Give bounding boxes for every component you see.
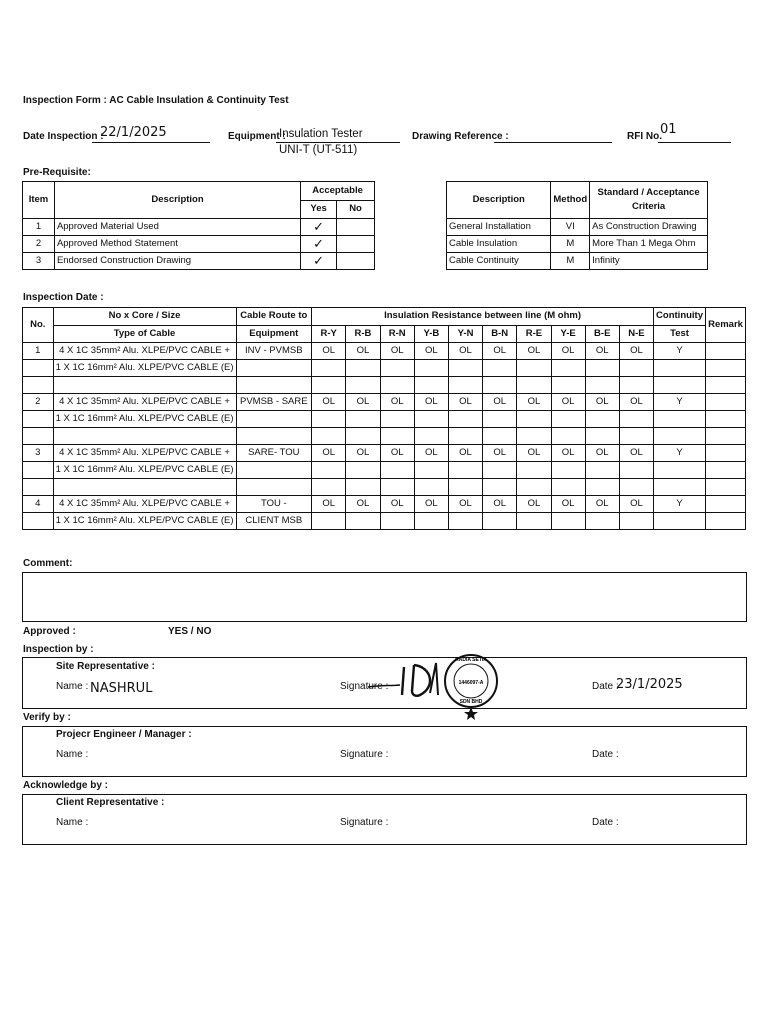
blank-cell [312, 479, 346, 496]
ir-value[interactable]: OL [414, 343, 448, 360]
ir-value[interactable]: OL [380, 445, 414, 462]
ir-empty[interactable] [346, 513, 380, 530]
ir-value[interactable]: OL [346, 343, 380, 360]
date-inspection-value: 22/1/2025 [100, 125, 167, 140]
continuity-empty[interactable] [654, 513, 706, 530]
table-row [447, 219, 708, 236]
inspection-by-label: Inspection by : [23, 644, 94, 655]
ir-value[interactable]: OL [346, 496, 380, 513]
col-no: No. [23, 308, 54, 343]
blank-cell [414, 479, 448, 496]
blank-cell [551, 428, 585, 445]
ir-value[interactable]: OL [483, 445, 517, 462]
client-title: Client Representative : [56, 797, 165, 808]
date-inspection-field[interactable] [92, 125, 210, 143]
ir-empty[interactable] [585, 462, 619, 479]
svg-text:1446097-A: 1446097-A [458, 680, 484, 686]
criteria-method: M [551, 253, 590, 270]
ir-empty[interactable] [414, 462, 448, 479]
no-check[interactable] [337, 219, 375, 236]
ir-empty[interactable] [585, 513, 619, 530]
ir-empty[interactable] [551, 411, 585, 428]
col-ir-r-b: R-B [346, 325, 380, 343]
col-route-line1: Cable Route to [236, 308, 312, 326]
no-check[interactable] [337, 253, 375, 270]
col-ir-r-n: R-N [380, 325, 414, 343]
approved-value[interactable]: YES / NO [168, 626, 212, 637]
equipment-label: Equipment : [228, 131, 286, 142]
ir-empty[interactable] [483, 462, 517, 479]
table-row [23, 445, 746, 462]
site-rep-signature-label: Signature : [340, 681, 389, 692]
ir-value[interactable]: OL [585, 445, 619, 462]
inspection-table [22, 307, 746, 530]
criteria-description: Cable Insulation [447, 236, 551, 253]
form-title: Inspection Form : AC Cable Insulation & Continuity Test [23, 95, 289, 106]
ir-value[interactable]: OL [414, 496, 448, 513]
blank-cell [380, 377, 414, 394]
ir-value[interactable]: OL [312, 394, 346, 411]
ir-empty[interactable] [448, 360, 482, 377]
blank-cell [23, 428, 54, 445]
company-stamp [443, 641, 499, 723]
ir-value[interactable]: OL [346, 394, 380, 411]
criteria-method: VI [551, 219, 590, 236]
ir-empty[interactable] [517, 360, 551, 377]
ir-empty[interactable] [380, 411, 414, 428]
ir-empty[interactable] [619, 360, 653, 377]
ir-value[interactable]: OL [585, 496, 619, 513]
ir-empty[interactable] [619, 462, 653, 479]
ir-empty[interactable] [517, 462, 551, 479]
drawing-reference-field[interactable] [494, 128, 612, 143]
row-number-empty [23, 411, 54, 428]
col-ir-n-e: N-E [619, 325, 653, 343]
ir-empty[interactable] [448, 462, 482, 479]
ir-empty[interactable] [380, 513, 414, 530]
no-check[interactable] [337, 236, 375, 253]
cable-type-line2: 1 X 1C 16mm² Alu. XLPE/PVC CABLE (E) [53, 513, 236, 530]
cable-route-line2: CLIENT MSB [236, 513, 312, 530]
ir-value[interactable]: OL [414, 445, 448, 462]
cable-route-line1: PVMSB - SARE [236, 394, 312, 411]
client-name-label: Name : [56, 817, 89, 828]
col-no: No [337, 200, 375, 219]
ir-empty[interactable] [414, 360, 448, 377]
blank-cell [706, 377, 746, 394]
ir-empty[interactable] [448, 411, 482, 428]
item-number: 1 [23, 219, 55, 236]
ir-value[interactable]: OL [517, 394, 551, 411]
row-number-empty [23, 360, 54, 377]
table-row [23, 219, 375, 236]
equipment-value-1: Insulation Tester [279, 128, 363, 140]
blank-cell [448, 479, 482, 496]
ir-value[interactable]: OL [483, 343, 517, 360]
svg-text:SDN BHD: SDN BHD [459, 699, 483, 705]
ir-empty[interactable] [483, 411, 517, 428]
ir-value[interactable]: OL [312, 343, 346, 360]
blank-cell [414, 428, 448, 445]
ir-empty[interactable] [380, 462, 414, 479]
col-remark: Remark [706, 308, 746, 343]
table-row-blank [23, 428, 746, 445]
engineer-name-label: Name : [56, 749, 89, 760]
ir-value[interactable]: OL [312, 496, 346, 513]
table-row [23, 496, 746, 513]
item-description: Endorsed Construction Drawing [54, 253, 300, 270]
blank-cell [585, 479, 619, 496]
table-row-blank [23, 377, 746, 394]
col-method: Method [551, 182, 590, 219]
col-ir-r-e: R-E [517, 325, 551, 343]
continuity-value[interactable]: Y [654, 445, 706, 462]
blank-cell [706, 428, 746, 445]
ir-value[interactable]: OL [380, 496, 414, 513]
cable-route-line2 [236, 360, 312, 377]
blank-cell [517, 479, 551, 496]
engineer-title: Projecr Engineer / Manager : [56, 729, 192, 740]
row-number: 2 [23, 394, 54, 411]
blank-cell [551, 479, 585, 496]
ir-value[interactable]: OL [448, 445, 482, 462]
item-number: 2 [23, 236, 55, 253]
ir-empty[interactable] [414, 513, 448, 530]
ir-value[interactable]: OL [517, 496, 551, 513]
criteria-standard: Infinity [590, 253, 708, 270]
site-rep-date-label: Date : [592, 681, 619, 692]
blank-cell [619, 377, 653, 394]
continuity-value[interactable]: Y [654, 394, 706, 411]
blank-cell [619, 428, 653, 445]
inspection-date-label: Inspection Date : [23, 292, 104, 303]
ir-empty[interactable] [517, 411, 551, 428]
blank-cell [517, 377, 551, 394]
criteria-standard: More Than 1 Mega Ohm [590, 236, 708, 253]
verify-by-label: Verify by : [23, 712, 71, 723]
ir-empty[interactable] [312, 513, 346, 530]
col-ir-y-e: Y-E [551, 325, 585, 343]
client-date-label: Date : [592, 817, 619, 828]
col-ir-r-y: R-Y [312, 325, 346, 343]
blank-cell [483, 479, 517, 496]
signature-drawing [360, 655, 450, 705]
criteria-method: M [551, 236, 590, 253]
continuity-empty[interactable] [654, 462, 706, 479]
rfi-value: 01 [660, 122, 677, 137]
blank-cell [312, 428, 346, 445]
col-yes: Yes [301, 200, 337, 219]
ir-empty[interactable] [619, 513, 653, 530]
table-row [23, 513, 746, 530]
site-rep-date-value[interactable]: 23/1/2025 [616, 677, 683, 692]
blank-cell [483, 377, 517, 394]
table-row [23, 236, 375, 253]
blank-cell [53, 479, 236, 496]
blank-cell [619, 479, 653, 496]
blank-cell [346, 377, 380, 394]
cable-type-line2: 1 X 1C 16mm² Alu. XLPE/PVC CABLE (E) [53, 411, 236, 428]
col-ir-b-e: B-E [585, 325, 619, 343]
ir-empty[interactable] [346, 411, 380, 428]
blank-cell [654, 479, 706, 496]
row-number: 1 [23, 343, 54, 360]
engineer-date-label: Date : [592, 749, 619, 760]
ir-empty[interactable] [517, 513, 551, 530]
col-description: Description [54, 182, 300, 219]
blank-cell [312, 377, 346, 394]
comment-box[interactable] [22, 572, 747, 622]
ir-value[interactable]: OL [380, 394, 414, 411]
remark-cell[interactable] [706, 462, 746, 479]
ir-empty[interactable] [312, 462, 346, 479]
item-number: 3 [23, 253, 55, 270]
blank-cell [414, 377, 448, 394]
table-row [447, 253, 708, 270]
col-continuity-line1: Continuity [654, 308, 706, 326]
cable-route-line1: SARE- TOU [236, 445, 312, 462]
blank-cell [346, 479, 380, 496]
blank-cell [706, 479, 746, 496]
client-box [22, 794, 747, 845]
blank-cell [380, 428, 414, 445]
ir-value[interactable]: OL [380, 343, 414, 360]
site-rep-title: Site Representative : [56, 661, 155, 672]
table-row-blank [23, 479, 746, 496]
ir-value[interactable]: OL [517, 445, 551, 462]
col-type-line2: Type of Cable [53, 325, 236, 343]
ir-empty[interactable] [346, 360, 380, 377]
blank-cell [448, 377, 482, 394]
col-insulation-resistance: Insulation Resistance between line (M ohm) [312, 308, 654, 326]
rfi-label: RFI No. [627, 131, 662, 142]
table-row [23, 343, 746, 360]
ir-empty[interactable] [414, 411, 448, 428]
col-standard-line2: Criteria [631, 201, 666, 212]
ir-empty[interactable] [551, 360, 585, 377]
col-ir-b-n: B-N [483, 325, 517, 343]
col-ir-y-b: Y-B [414, 325, 448, 343]
cable-type-line1: 4 X 1C 35mm² Alu. XLPE/PVC CABLE + [53, 445, 236, 462]
remark-cell[interactable] [706, 445, 746, 462]
ir-value[interactable]: OL [448, 496, 482, 513]
yes-check[interactable]: ✓ [301, 253, 337, 270]
table-row [23, 253, 375, 270]
remark-cell[interactable] [706, 496, 746, 513]
table-row [447, 236, 708, 253]
ir-value[interactable]: OL [619, 496, 653, 513]
cable-route-line1: INV - PVMSB [236, 343, 312, 360]
ir-empty[interactable] [448, 513, 482, 530]
ir-value[interactable]: OL [585, 343, 619, 360]
blank-cell [551, 377, 585, 394]
col-description: Description [447, 182, 551, 219]
date-inspection-label: Date Inspection : [23, 131, 104, 142]
blank-cell [236, 377, 312, 394]
engineer-signature-label: Signature : [340, 749, 389, 760]
row-number-empty [23, 462, 54, 479]
ir-empty[interactable] [312, 360, 346, 377]
continuity-empty[interactable] [654, 411, 706, 428]
col-continuity-line2: Test [654, 325, 706, 343]
cable-type-line1: 4 X 1C 35mm² Alu. XLPE/PVC CABLE + [53, 394, 236, 411]
rfi-field[interactable] [658, 122, 731, 143]
col-standard [590, 182, 708, 219]
drawing-reference-label: Drawing Reference : [412, 131, 509, 142]
blank-cell [346, 428, 380, 445]
criteria-description: General Installation [447, 219, 551, 236]
ir-value[interactable]: OL [551, 496, 585, 513]
ir-value[interactable]: OL [551, 343, 585, 360]
ir-empty[interactable] [346, 462, 380, 479]
ir-value[interactable]: OL [551, 445, 585, 462]
cable-route-line1: TOU - [236, 496, 312, 513]
equipment-field[interactable] [276, 128, 400, 143]
equipment-value-2: UNI-T (UT-511) [279, 144, 358, 156]
remark-cell[interactable] [706, 394, 746, 411]
yes-check[interactable]: ✓ [301, 236, 337, 253]
cable-route-line2 [236, 411, 312, 428]
ir-empty[interactable] [380, 360, 414, 377]
table-row [23, 394, 746, 411]
row-number: 4 [23, 496, 54, 513]
ir-empty[interactable] [585, 411, 619, 428]
col-acceptable: Acceptable [301, 182, 375, 201]
ir-value[interactable]: OL [448, 343, 482, 360]
ir-empty[interactable] [312, 411, 346, 428]
table-row [23, 411, 746, 428]
continuity-empty[interactable] [654, 360, 706, 377]
blank-cell [585, 377, 619, 394]
client-signature-label: Signature : [340, 817, 389, 828]
acknowledge-by-label: Acknowledge by : [23, 780, 109, 791]
criteria-standard: As Construction Drawing [590, 219, 708, 236]
blank-cell [483, 428, 517, 445]
ir-value[interactable]: OL [619, 343, 653, 360]
cable-type-line1: 4 X 1C 35mm² Alu. XLPE/PVC CABLE + [53, 496, 236, 513]
blank-cell [654, 428, 706, 445]
remark-cell[interactable] [706, 343, 746, 360]
blank-cell [53, 377, 236, 394]
ir-value[interactable]: OL [483, 496, 517, 513]
col-standard-line1: Standard / Acceptance [597, 187, 700, 198]
blank-cell [53, 428, 236, 445]
continuity-value[interactable]: Y [654, 343, 706, 360]
col-item: Item [23, 182, 55, 219]
blank-cell [23, 479, 54, 496]
table-row [23, 360, 746, 377]
criteria-description: Cable Continuity [447, 253, 551, 270]
criteria-table [446, 181, 708, 270]
remark-cell[interactable] [706, 360, 746, 377]
site-rep-name-label: Name : [56, 681, 89, 692]
ir-value[interactable]: OL [619, 445, 653, 462]
ir-value[interactable]: OL [312, 445, 346, 462]
item-description: Approved Material Used [54, 219, 300, 236]
ir-empty[interactable] [551, 513, 585, 530]
prerequisite-title: Pre-Requisite: [23, 167, 91, 178]
row-number-empty [23, 513, 54, 530]
ir-value[interactable]: OL [585, 394, 619, 411]
ir-empty[interactable] [551, 462, 585, 479]
cable-type-line1: 4 X 1C 35mm² Alu. XLPE/PVC CABLE + [53, 343, 236, 360]
ir-value[interactable]: OL [414, 394, 448, 411]
continuity-value[interactable]: Y [654, 496, 706, 513]
blank-cell [23, 377, 54, 394]
svg-text:RADIA SETIA: RADIA SETIA [455, 657, 487, 663]
ir-empty[interactable] [585, 360, 619, 377]
ir-empty[interactable] [619, 411, 653, 428]
approved-label: Approved : [23, 626, 76, 637]
cable-route-line2 [236, 462, 312, 479]
prerequisite-table [22, 181, 375, 270]
col-type-line1: No x Core / Size [53, 308, 236, 326]
ir-value[interactable]: OL [551, 394, 585, 411]
blank-cell [585, 428, 619, 445]
remark-cell[interactable] [706, 411, 746, 428]
blank-cell [448, 428, 482, 445]
col-route-line2: Equipment [236, 325, 312, 343]
comment-label: Comment: [23, 558, 73, 569]
blank-cell [380, 479, 414, 496]
ir-value[interactable]: OL [448, 394, 482, 411]
col-ir-y-n: Y-N [448, 325, 482, 343]
blank-cell [236, 479, 312, 496]
ir-empty[interactable] [483, 360, 517, 377]
site-rep-name-value[interactable]: NASHRUL [90, 681, 153, 696]
engineer-box [22, 726, 747, 777]
cable-type-line2: 1 X 1C 16mm² Alu. XLPE/PVC CABLE (E) [53, 462, 236, 479]
table-row [23, 462, 746, 479]
cable-type-line2: 1 X 1C 16mm² Alu. XLPE/PVC CABLE (E) [53, 360, 236, 377]
yes-check[interactable]: ✓ [301, 219, 337, 236]
ir-value[interactable]: OL [346, 445, 380, 462]
blank-cell [654, 377, 706, 394]
blank-cell [236, 428, 312, 445]
ir-value[interactable]: OL [517, 343, 551, 360]
blank-cell [517, 428, 551, 445]
row-number: 3 [23, 445, 54, 462]
remark-cell[interactable] [706, 513, 746, 530]
ir-value[interactable]: OL [483, 394, 517, 411]
item-description: Approved Method Statement [54, 236, 300, 253]
ir-value[interactable]: OL [619, 394, 653, 411]
ir-empty[interactable] [483, 513, 517, 530]
